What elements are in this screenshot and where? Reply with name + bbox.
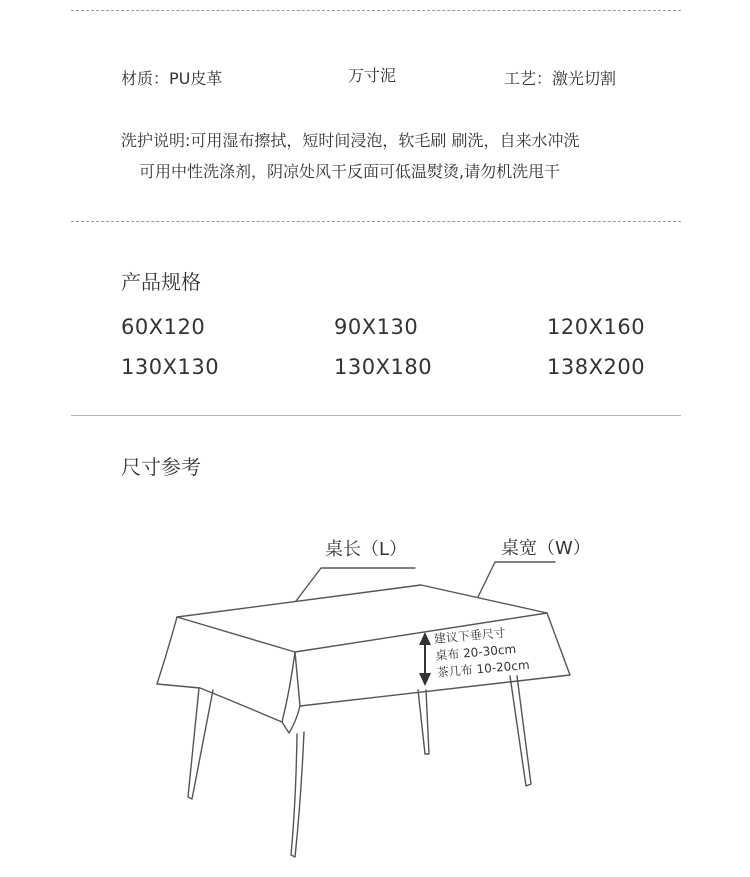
drop-title: 建议下垂尺寸 (433, 625, 507, 646)
craft-label: 工艺：激光切割 (504, 69, 617, 88)
table-top (177, 585, 547, 652)
size-item: 138X200 (547, 355, 646, 379)
leg-back-middle (418, 690, 429, 754)
cloth-left-drape (157, 617, 282, 722)
leg-front-right (291, 732, 304, 857)
drop-coffee-text: 茶几布 10-20cm (436, 657, 531, 680)
size-item: 60X120 (121, 315, 206, 339)
width-leader (478, 562, 555, 597)
cloth-front-fold (282, 652, 300, 733)
length-leader (296, 568, 415, 601)
size-item: 130X130 (121, 355, 220, 379)
specs-heading: 产品规格 (121, 270, 201, 294)
care-line-2: 可用中性洗涤剂，阴凉处风干反面可低温熨烫,请勿机洗甩干 (139, 162, 561, 181)
reference-heading: 尺寸参考 (121, 455, 201, 479)
leg-front-left (188, 688, 213, 799)
leg-back-right (510, 676, 531, 786)
width-label: 桌宽（W） (501, 538, 591, 559)
length-label: 桌长（L） (325, 539, 408, 560)
drop-table-text: 桌布 20-30cm (434, 641, 517, 663)
care-line-1: 洗护说明:可用湿布擦拭，短时间浸泡，软毛刷 刷洗，自来水冲洗 (121, 131, 580, 150)
pattern-label: 万寸泥 (348, 66, 397, 85)
material-label: 材质：PU皮革 (121, 69, 223, 88)
size-item: 90X130 (334, 315, 419, 339)
drop-arrow (419, 632, 431, 686)
size-item: 120X160 (547, 315, 646, 339)
size-item: 130X180 (334, 355, 433, 379)
